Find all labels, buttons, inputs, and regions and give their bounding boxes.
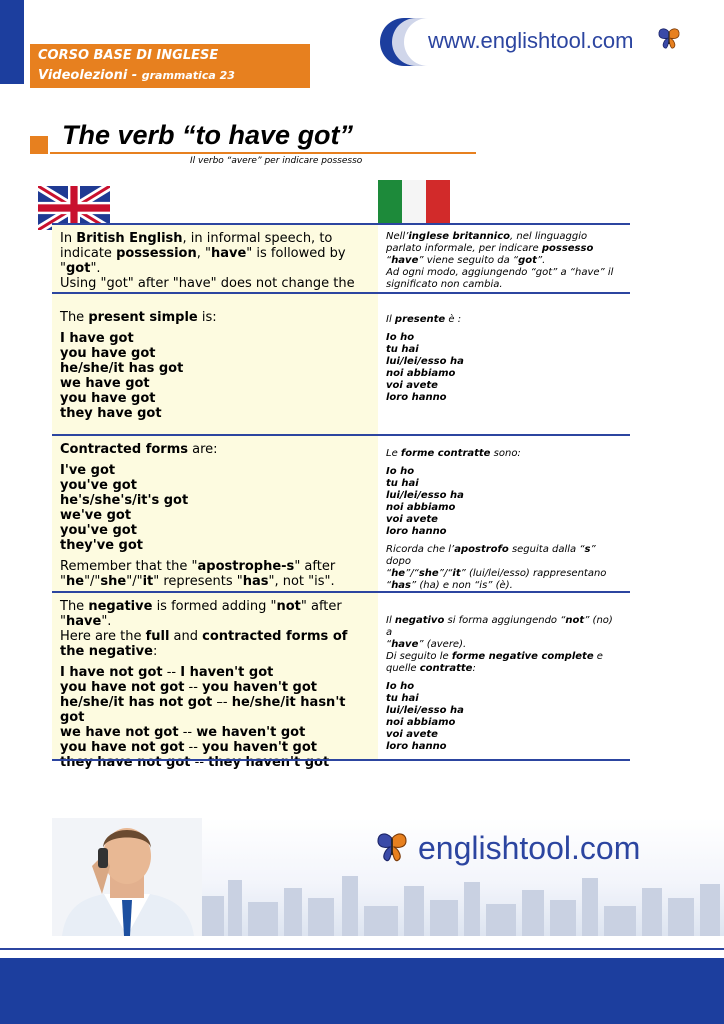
table-row <box>52 292 630 436</box>
city-building <box>228 880 242 936</box>
english-note: Remember that the "apostrophe-s" after "he"/"she"/"it" represents "has", not "is". <box>60 559 336 589</box>
form-line: loro hanno <box>386 526 447 537</box>
form-line: he's/she's/it's got <box>60 493 189 508</box>
form-line: loro hanno <box>386 392 447 403</box>
city-building <box>430 900 458 936</box>
butterfly-icon <box>656 26 682 52</box>
italian-cell: Nell’inglese britannico, nel linguaggio parlato informale, per indicare possesso “have” viene seguito da “got”. Ad ogni modo, aggiungendo “got” a “have” il significato non cambia. <box>386 231 614 290</box>
ad-banner[interactable] <box>52 818 724 936</box>
footer-bar <box>0 958 724 1024</box>
italy-flag-icon <box>378 180 450 224</box>
form-line: lui/lei/esso ha <box>386 490 464 501</box>
form-line: I've got <box>60 463 116 478</box>
city-building <box>202 896 224 936</box>
form-line: voi avete <box>386 514 438 525</box>
english-cell: The present simple is: I have got you have got he/she/it has got we have got you have got they have got <box>52 294 378 436</box>
form-line: you have got <box>60 391 156 406</box>
form-line: tu hai <box>386 344 419 355</box>
city-building <box>550 900 576 936</box>
english-note: Using "got" after "have" does not change the <box>60 276 355 291</box>
businessman-phone-photo <box>52 818 202 936</box>
italian-cell: Le forme contratte sono: Io ho tu hai lui/lei/esso ha noi abbiamo voi avete loro hanno Ricorda che l’apostrofo seguita dalla “s” dopo “he”/“she”/“it” (lui/lei/esso) rappresentano “has” (ha) e non “is” (è). <box>378 436 630 593</box>
city-building <box>464 882 480 936</box>
site-url-link[interactable]: www.englishtool.com <box>428 28 634 53</box>
city-building <box>342 876 358 936</box>
form-line: you've got <box>60 478 137 493</box>
form-line: you have got <box>60 346 156 361</box>
form-line: I have got <box>60 331 134 346</box>
header-stripe <box>0 0 24 84</box>
form-line: he/she/it has got <box>60 361 184 376</box>
form-line: tu hai <box>386 478 419 489</box>
form-line: you've got <box>60 523 137 538</box>
table-row <box>52 223 630 294</box>
course-subtitle-small: grammatica 23 <box>141 69 235 82</box>
page-subtitle: Il verbo “avere” per indicare possesso <box>190 156 363 166</box>
form-line: lui/lei/esso ha <box>386 705 464 716</box>
form-line: Io ho <box>386 681 415 692</box>
city-building <box>486 904 516 936</box>
form-line: they've got <box>60 538 144 553</box>
form-line: lui/lei/esso ha <box>386 356 464 367</box>
negative-form-line: he/she/it has not got –- he/she/it hasn't got <box>60 695 346 725</box>
english-cell: Contracted forms are: I've got you've got he's/she's/it's got we've got you've got they've got Remember that the "apostrophe-s" after "he"/"she"/"it" represents "has", not "is". <box>52 436 378 593</box>
form-line: noi abbiamo <box>386 502 456 513</box>
italian-note: Ad ogni modo, aggiungendo “got” a “have” il significato non cambia. <box>386 267 614 290</box>
banner-site-name[interactable]: englishtool.com <box>418 830 641 866</box>
form-line: we have got <box>60 376 150 391</box>
course-subtitle <box>38 68 235 83</box>
table-row <box>52 434 630 593</box>
italian-cell: Il presente è : Io ho tu hai lui/lei/esso ha noi abbiamo voi avete loro hanno <box>378 294 630 436</box>
title-underline <box>50 152 476 154</box>
course-label-box <box>30 44 310 88</box>
city-building <box>404 886 424 936</box>
form-line: noi abbiamo <box>386 717 456 728</box>
form-line: Io ho <box>386 466 415 477</box>
city-building <box>668 898 694 936</box>
city-building <box>308 898 334 936</box>
italian-cell: Il negativo si forma aggiungendo “not” (no) a “have” (avere). Di seguito le forme negative complete e quelle contratte: Io ho tu hai lui/lei/esso ha noi abbiamo voi avete loro hanno <box>378 593 630 761</box>
italian-note: Ricorda che l’apostrofo seguita dalla “s” dopo “he”/“she”/“it” (lui/lei/esso) rappresentano “has” (ha) e non “is” (è). <box>386 544 607 591</box>
footer-rule <box>0 948 724 950</box>
form-line: voi avete <box>386 380 438 391</box>
city-building <box>700 884 720 936</box>
form-line: loro hanno <box>386 741 447 752</box>
city-building <box>522 890 544 936</box>
form-line: tu hai <box>386 693 419 704</box>
city-building <box>604 906 636 936</box>
page-title: The verb “to have got” <box>62 120 354 150</box>
city-building <box>642 888 662 936</box>
course-title: CORSO BASE DI INGLESE <box>38 48 219 63</box>
negative-form-line: they have not got -- they haven't got <box>60 755 330 770</box>
form-line: voi avete <box>386 729 438 740</box>
form-line: Io ho <box>386 332 415 343</box>
form-line: noi abbiamo <box>386 368 456 379</box>
table-row <box>52 591 630 770</box>
course-subtitle-main: Videolezioni - <box>38 68 142 83</box>
table-bottom-rule <box>52 759 630 761</box>
english-cell: The negative is formed adding "not" after "have". Here are the full and contracted forms of the negative: I have not got -- I haven't got you have not got -- you haven't got he/she/it has not got –- he/she/it hasn't got we have not got -- we haven't got you have not got -- you haven't got they have not got -- they haven't got <box>52 593 378 761</box>
city-building <box>284 888 302 936</box>
english-cell: In British English, in informal speech, to indicate possession, "have" is followed by "got". Using "got" after "have" does not change the <box>52 225 378 294</box>
form-line: we've got <box>60 508 132 523</box>
negative-form-line: we have not got -- we haven't got <box>60 725 306 740</box>
negative-form-line: you have not got -- you haven't got <box>60 740 318 755</box>
city-building <box>248 902 278 936</box>
butterfly-icon <box>374 830 410 866</box>
form-line: they have got <box>60 406 162 421</box>
negative-form-line: you have not got -- you haven't got <box>60 680 318 695</box>
title-bullet <box>30 136 48 154</box>
city-building <box>364 906 398 936</box>
negative-form-line: I have not got -- I haven't got <box>60 665 274 680</box>
city-building <box>582 878 598 936</box>
